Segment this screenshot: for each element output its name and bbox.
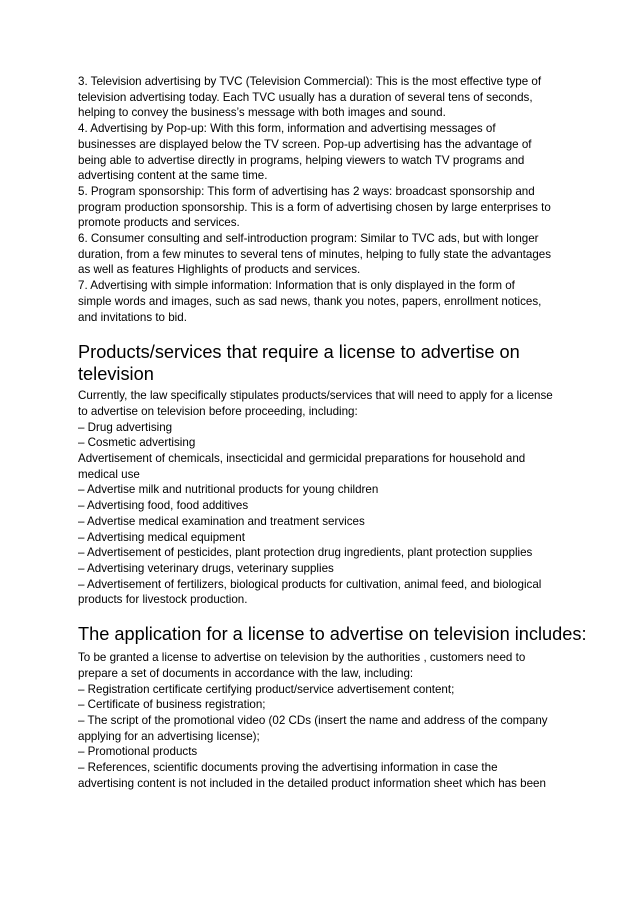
section-heading-application: [78, 623, 587, 645]
heading-line: television: [78, 364, 154, 385]
list-item: – Promotional products: [78, 745, 198, 759]
list-item: – Advertise milk and nutritional products for young children: [78, 483, 379, 497]
text-line: Currently, the law specifically stipulates products/services that will need to apply for a license: [78, 389, 553, 403]
text-line: To be granted a license to advertise on television by the authorities , customers need to: [78, 651, 526, 665]
list-item: applying for an advertising license);: [78, 729, 260, 743]
list-item: – Advertising medical equipment: [78, 530, 245, 544]
text-line: 5. Program sponsorship: This form of advertising has 2 ways: broadcast sponsorship and: [78, 184, 535, 198]
document-page: [78, 74, 587, 791]
list-item: Advertisement of chemicals, insecticidal and germicidal preparations for household and: [78, 452, 526, 466]
text-line: to advertise on television before proceeding, including:: [78, 404, 358, 418]
list-item: – Advertisement of fertilizers, biological products for cultivation, animal feed, and biological: [78, 577, 542, 591]
text-line: as well as features Highlights of products and services.: [78, 263, 361, 277]
heading-line: The application for a license to advertise on television includes:: [78, 624, 587, 645]
list-item: – References, scientific documents proving the advertising information in case the: [78, 761, 498, 775]
heading-line: Products/services that require a license to advertise on: [78, 342, 520, 363]
list-item: – The script of the promotional video (02 CDs (insert the name and address of the company: [78, 713, 548, 727]
text-line: promote products and services.: [78, 216, 240, 230]
text-line: being able to advertise directly in programs, helping viewers to watch TV programs and: [78, 153, 525, 167]
list-item: – Advertisement of pesticides, plant protection drug ingredients, plant protection supplies: [78, 546, 533, 560]
text-line: and invitations to bid.: [78, 310, 187, 324]
list-item: products for livestock production.: [78, 593, 248, 607]
text-line: businesses are displayed below the TV screen. Pop-up advertising has the advantage of: [78, 137, 532, 151]
text-line: 4. Advertising by Pop-up: With this form, information and advertising messages of: [78, 122, 496, 136]
text-line: helping to convey the business’s message with both images and sound.: [78, 106, 446, 120]
text-line: 7. Advertising with simple information: Information that is only displayed in the form of: [78, 279, 515, 293]
list-item: – Cosmetic advertising: [78, 436, 196, 450]
list-item: – Registration certificate certifying product/service advertisement content;: [78, 682, 455, 696]
paragraph-application: [78, 650, 568, 791]
paragraph-license-products: [78, 388, 568, 608]
text-line: advertising content at the same time.: [78, 169, 268, 183]
list-item: – Advertising veterinary drugs, veterinary supplies: [78, 561, 334, 575]
text-line: television advertising today. Each TVC usually has a duration of several tens of seconds,: [78, 90, 533, 104]
text-line: program production sponsorship. This is a form of advertising chosen by large enterprises to: [78, 200, 551, 214]
list-item: medical use: [78, 467, 140, 481]
text-line: duration, from a few minutes to several tens of minutes, helping to fully state the advantages: [78, 247, 552, 261]
text-line: 3. Television advertising by TVC (Television Commercial): This is the most effective type of: [78, 75, 542, 88]
text-line: 6. Consumer consulting and self-introduction program: Similar to TVC ads, but with longer: [78, 232, 539, 246]
list-item: – Advertise medical examination and treatment services: [78, 514, 365, 528]
list-item: – Advertising food, food additives: [78, 499, 249, 513]
list-item: – Certificate of business registration;: [78, 698, 266, 712]
list-item: – Drug advertising: [78, 420, 173, 434]
section-heading-license-products: [78, 341, 568, 385]
text-line: simple words and images, such as sad news, thank you notes, papers, enrollment notices,: [78, 294, 542, 308]
list-item: advertising content is not included in the detailed product information sheet which has been: [78, 776, 546, 790]
paragraph-tv-advertising-types: [78, 74, 568, 325]
text-line: prepare a set of documents in accordance with the law, including:: [78, 666, 414, 680]
